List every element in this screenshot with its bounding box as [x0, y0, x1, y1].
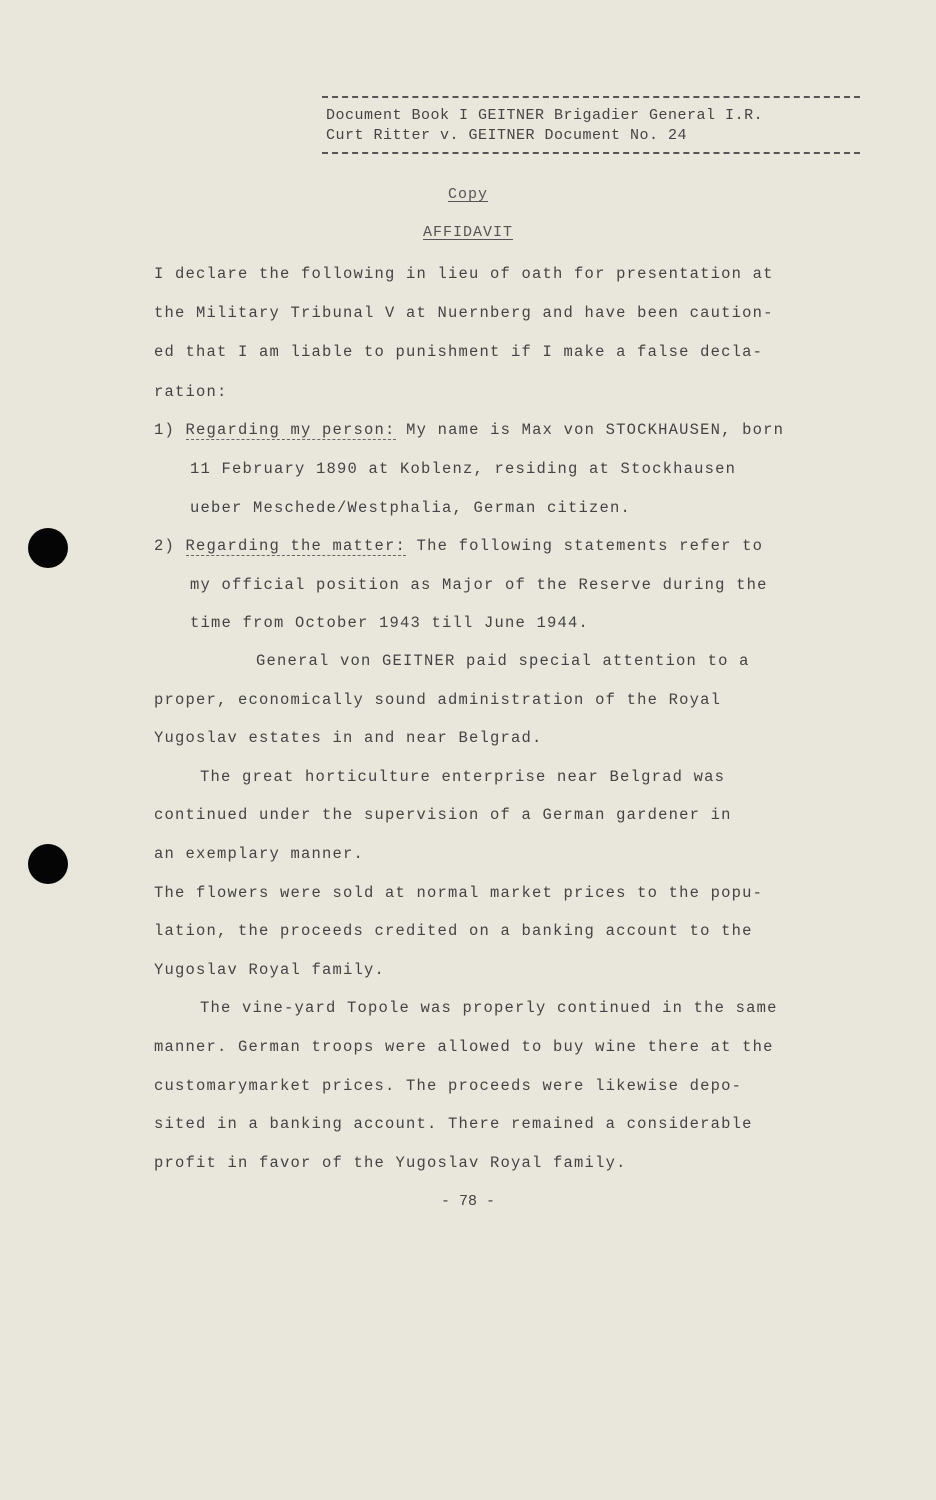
item2-first-rest: The following statements refer to — [406, 537, 764, 555]
punch-hole-top — [28, 528, 68, 568]
header-line-2: Curt Ritter v. GEITNER Document No. 24 — [326, 127, 688, 144]
item2-first-line — [154, 537, 763, 555]
header-line-1: Document Book I GEITNER Brigadier General I.R. — [326, 107, 764, 124]
para3-line-2: lation, the proceeds credited on a banking account to the — [154, 922, 753, 940]
document-title: AFFIDAVIT — [422, 224, 513, 241]
item2-number: 2) — [154, 537, 176, 555]
para3-line-1: The flowers were sold at normal market prices to the popu- — [154, 884, 764, 902]
para1-line-2: proper, economically sound administration of the Royal — [154, 691, 722, 709]
intro-line-3: ed that I am liable to punishment if I make a false decla- — [154, 343, 764, 361]
document-header — [322, 96, 860, 154]
item1-line-2: 11 February 1890 at Koblenz, residing at Stockhausen — [190, 460, 737, 478]
intro-line-4: ration: — [154, 383, 228, 401]
para4-line-1: The vine-yard Topole was properly continued in the same — [200, 999, 778, 1017]
item1-first-line — [154, 421, 784, 439]
page-number: - 78 - — [440, 1193, 495, 1210]
para3-line-3: Yugoslav Royal family. — [154, 961, 386, 979]
para1-line-1: General von GEITNER paid special attention to a — [256, 652, 750, 670]
para1-line-3: Yugoslav estates in and near Belgrad. — [154, 729, 543, 747]
item1-line-3: ueber Meschede/Westphalia, German citizen. — [190, 499, 632, 517]
item2-line-3: time from October 1943 till June 1944. — [190, 614, 590, 632]
item1-heading: Regarding my person: — [185, 421, 396, 439]
intro-line-2: the Military Tribunal V at Nuernberg and have been caution- — [154, 304, 774, 322]
copy-label: Copy — [447, 186, 488, 203]
para4-line-2: manner. German troops were allowed to buy wine there at the — [154, 1038, 774, 1056]
punch-hole-bottom — [28, 844, 68, 884]
item2-heading: Regarding the matter: — [185, 537, 407, 555]
intro-line-1: I declare the following in lieu of oath for presentation at — [154, 265, 774, 283]
item2-line-2: my official position as Major of the Reserve during the — [190, 576, 768, 594]
para2-line-1: The great horticulture enterprise near Belgrad was — [200, 768, 726, 786]
para2-line-3: an exemplary manner. — [154, 845, 365, 863]
para4-line-5: profit in favor of the Yugoslav Royal family. — [154, 1154, 627, 1172]
para4-line-4: sited in a banking account. There remained a considerable — [154, 1115, 753, 1133]
para2-line-2: continued under the supervision of a German gardener in — [154, 806, 732, 824]
item1-first-rest: My name is Max von STOCKHAUSEN, born — [395, 421, 785, 439]
para4-line-3: customarymarket prices. The proceeds were likewise depo- — [154, 1077, 743, 1095]
item1-number: 1) — [154, 421, 176, 439]
